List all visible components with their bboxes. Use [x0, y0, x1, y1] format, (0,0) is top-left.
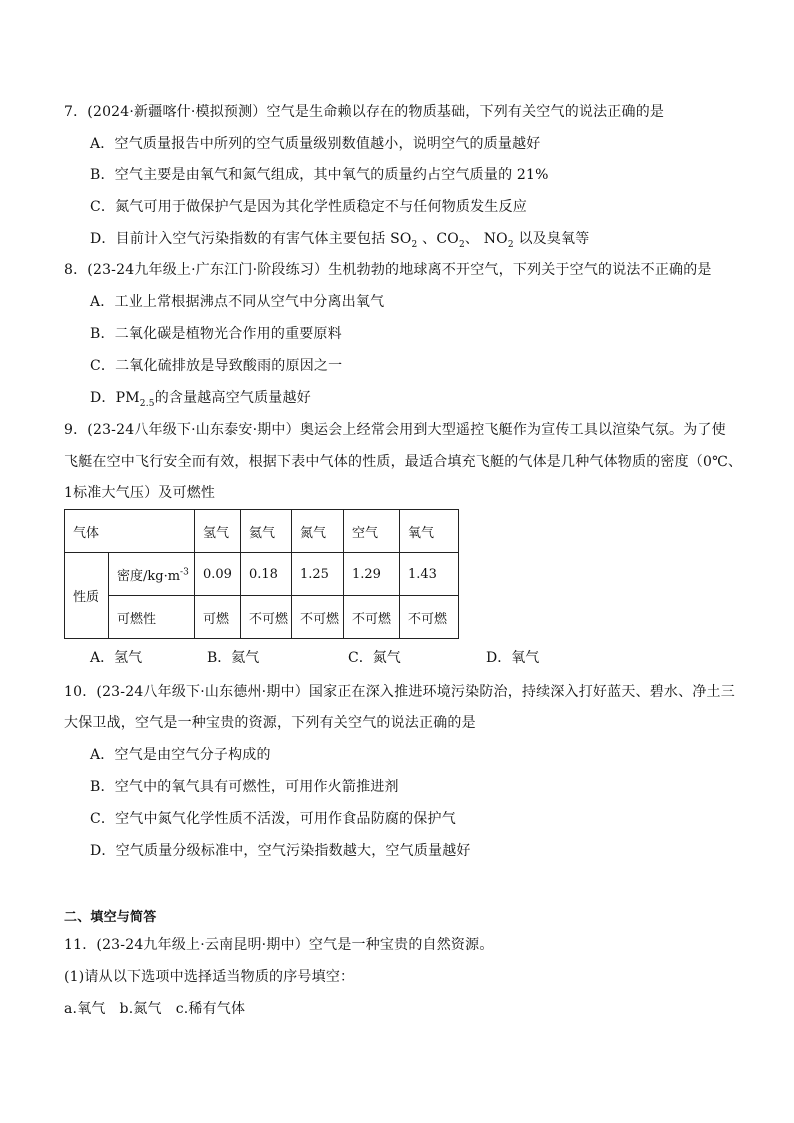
q8-stem: 8．(23-24九年级上·广东江门·阶段练习）生机勃勃的地球离不开空气，下列关于空气的说法不正确的是 — [64, 262, 712, 278]
density-label-text: 密度/kg·m — [117, 568, 181, 584]
q8-option-d — [90, 388, 311, 408]
q9-option-a: A．氢气 — [90, 650, 143, 666]
q7-d-sub2: 2 — [458, 239, 465, 250]
q8-option-a: A．工业上常根据沸点不同从空气中分离出氧气 — [90, 294, 385, 310]
q8-d-text: D．PM — [90, 390, 140, 406]
density-nitrogen: 1.25 — [292, 553, 344, 596]
q7-d-mid2: 、 NO — [464, 231, 508, 247]
q10-option-b: B．空气中的氧气具有可燃性，可用作火箭推进剂 — [90, 779, 399, 795]
flammability-hydrogen: 可燃 — [195, 596, 241, 639]
property-label: 性质 — [65, 553, 109, 639]
header-gas: 气体 — [65, 510, 195, 553]
q7-d-sub3: 2 — [507, 239, 514, 250]
flammability-air: 不可燃 — [344, 596, 400, 639]
q7-stem: 7．(2024·新疆喀什·模拟预测）空气是生命赖以存在的物质基础，下列有关空气的说法正确的是 — [64, 104, 665, 120]
q7-d-post: 以及臭氧等 — [513, 231, 590, 247]
density-unit-exponent: -3 — [180, 567, 189, 578]
flammability-label: 可燃性 — [109, 596, 195, 639]
q7-option-d — [90, 229, 589, 249]
q9-stem-line3: 1标准大气压）及可燃性 — [64, 485, 216, 501]
q9-option-c: C．氮气 — [348, 650, 401, 666]
q9-option-b: B．氦气 — [207, 650, 260, 666]
q8-option-b: B．二氧化碳是植物光合作用的重要原料 — [90, 326, 342, 342]
table-row — [65, 510, 459, 553]
table-row — [65, 553, 459, 596]
q9-stem-line1: 9．(23-24八年级下·山东泰安·期中）奥运会上经常会用到大型遥控飞艇作为宣传工具以渲染气氛。为了使 — [64, 422, 726, 438]
q7-option-c: C．氮气可用于做保护气是因为其化学性质稳定不与任何物质发生反应 — [90, 199, 527, 215]
q10-option-a: A．空气是由空气分子构成的 — [90, 747, 271, 763]
q8-d-post: 的含量越高空气质量越好 — [154, 390, 311, 406]
q11-stem: 11．(23-24九年级上·云南昆明·期中）空气是一种宝贵的自然资源。 — [64, 937, 494, 953]
flammability-nitrogen: 不可燃 — [292, 596, 344, 639]
flammability-oxygen: 不可燃 — [400, 596, 459, 639]
q9-stem-line2: 飞艇在空中飞行安全而有效，根据下表中气体的性质，最适合填充飞艇的气体是几种气体物质的密度（0℃、 — [64, 454, 743, 470]
q10-stem-line1: 10．(23-24八年级下·山东德州·期中）国家正在深入推进环境污染防治，持续深入打好蓝天、碧水、净土三 — [64, 684, 735, 700]
q7-option-b: B．空气主要是由氧气和氮气组成，其中氧气的质量约占空气质量的 21% — [90, 167, 549, 183]
gas-helium: 氦气 — [241, 510, 292, 553]
q7-d-mid1: 、CO — [417, 231, 459, 247]
density-oxygen: 1.43 — [400, 553, 459, 596]
density-hydrogen: 0.09 — [195, 553, 241, 596]
q7-option-a: A．空气质量报告中所列的空气质量级别数值越小，说明空气的质量越好 — [90, 136, 541, 152]
density-air: 1.29 — [344, 553, 400, 596]
gas-oxygen: 氧气 — [400, 510, 459, 553]
density-label — [109, 553, 195, 596]
q9-option-d: D．氧气 — [486, 650, 540, 666]
q7-d-text: D．目前计入空气污染指数的有害气体主要包括 SO — [90, 231, 412, 247]
q7-d-sub1: 2 — [411, 239, 418, 250]
gas-hydrogen: 氢气 — [195, 510, 241, 553]
q10-option-c: C．空气中氮气化学性质不活泼，可用作食品防腐的保护气 — [90, 811, 456, 827]
density-helium: 0.18 — [241, 553, 292, 596]
table-row — [65, 596, 459, 639]
q11-sub1: (1)请从以下选项中选择适当物质的序号填空： — [64, 969, 355, 985]
flammability-helium: 不可燃 — [241, 596, 292, 639]
q11-choices: a.氧气 b.氮气 c.稀有气体 — [64, 1001, 246, 1017]
gas-properties-table — [64, 509, 459, 639]
q8-option-c: C．二氧化硫排放是导致酸雨的原因之一 — [90, 358, 343, 374]
q10-option-d: D．空气质量分级标准中，空气污染指数越大，空气质量越好 — [90, 843, 471, 859]
q10-stem-line2: 大保卫战，空气是一种宝贵的资源，下列有关空气的说法正确的是 — [64, 715, 476, 731]
section-title: 二、填空与简答 — [64, 910, 157, 925]
gas-nitrogen: 氮气 — [292, 510, 344, 553]
gas-air: 空气 — [344, 510, 400, 553]
q8-d-sub: 2.5 — [139, 398, 155, 409]
